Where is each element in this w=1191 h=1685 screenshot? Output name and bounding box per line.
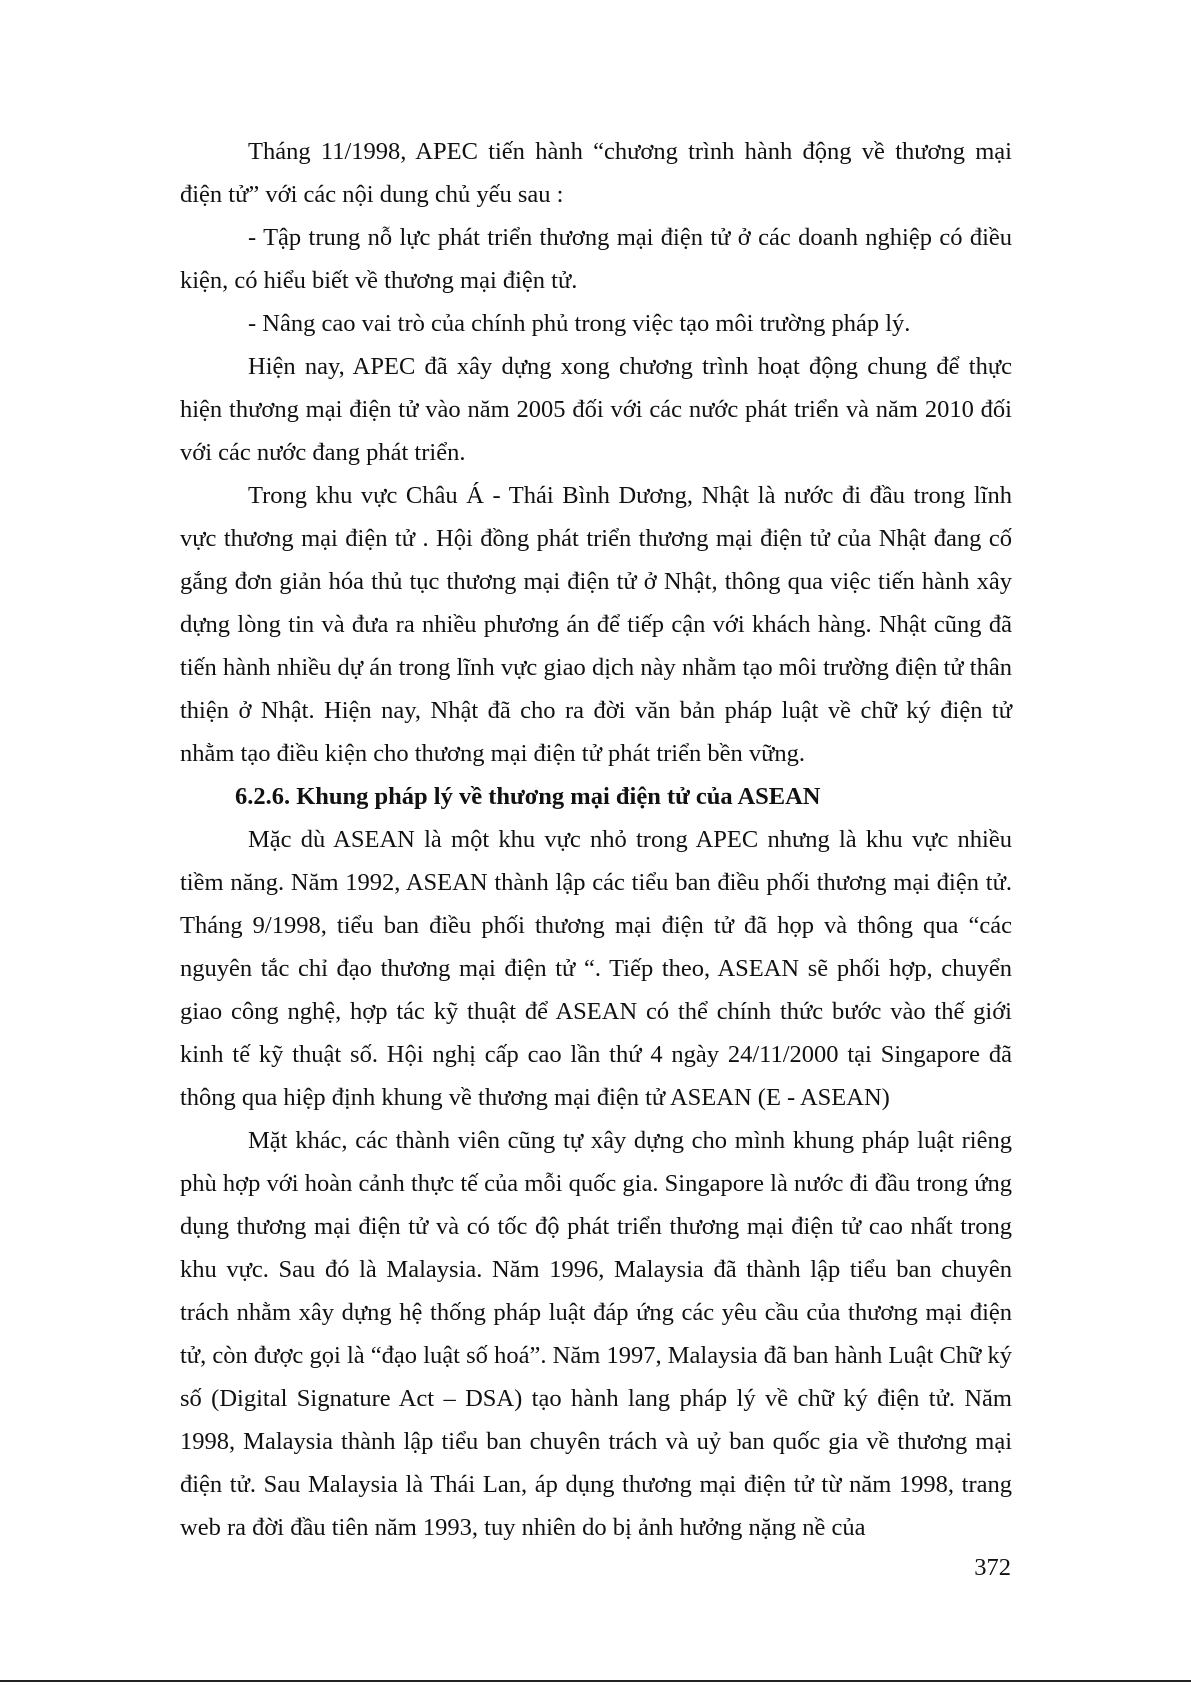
paragraph-apec-program: Tháng 11/1998, APEC tiến hành “chương trình hành động về thương mại điện tử” với các nội dung chủ yếu sau : — [180, 138, 1012, 208]
paragraph-asean: Mặc dù ASEAN là một khu vực nhỏ trong APEC nhưng là khu vực nhiều tiềm năng. Năm 1992, ASEAN thành lập các tiểu ban điều phối thương mại điện tử. Tháng 9/1998, tiểu ban điều phối thương mại điện tử đã họp và thông qua “các nguyên tắc chỉ đạo thương mại điện tử “. Tiếp theo, ASEAN sẽ phối hợp, chuyển giao công nghệ, hợp tác kỹ thuật để ASEAN có thể chính thức bước vào thế giới kinh tế kỹ thuật số. Hội nghị cấp cao lần thứ 4 ngày 24/11/2000 tại Singapore đã thông qua hiệp định khung về thương mại điện tử ASEAN (E - ASEAN) — [180, 826, 1012, 1111]
bottom-rule — [0, 1680, 1191, 1682]
page-number: 372 — [974, 1554, 1011, 1581]
paragraph-apec-current: Hiện nay, APEC đã xây dựng xong chương trình hoạt động chung để thực hiện thương mại điện tử vào năm 2005 đối với các nước phát triển và năm 2010 đối với các nước đang phát triển. — [180, 353, 1012, 466]
paragraph-bullet-2: - Nâng cao vai trò của chính phủ trong việc tạo môi trường pháp lý. — [248, 310, 911, 337]
paragraph-members: Mặt khác, các thành viên cũng tự xây dựng cho mình khung pháp luật riêng phù hợp với hoàn cảnh thực tế của mỗi quốc gia. Singapore là nước đi đầu trong ứng dụng thương mại điện tử và có tốc độ phát triển thương mại điện tử cao nhất trong khu vực. Sau đó là Malaysia. Năm 1996, Malaysia đã thành lập tiểu ban chuyên trách nhằm xây dựng hệ thống pháp luật đáp ứng các yêu cầu của thương mại điện tử, còn được gọi là “đạo luật số hoá”. Năm 1997, Malaysia đã ban hành Luật Chữ ký số (Digital Signature Act – DSA) tạo hành lang pháp lý về chữ ký điện tử. Năm 1998, Malaysia thành lập tiểu ban chuyên trách và uỷ ban quốc gia về thương mại điện tử. Sau Malaysia là Thái Lan, áp dụng thương mại điện tử từ năm 1998, trang web ra đời đầu tiên năm 1993, tuy nhiên do bị ảnh hưởng nặng nề của — [180, 1127, 1012, 1541]
paragraph-bullet-1: - Tập trung nỗ lực phát triển thương mại điện tử ở các doanh nghiệp có điều kiện, có hiểu biết về thương mại điện tử. — [180, 224, 1012, 294]
page-body — [180, 130, 1012, 1549]
section-heading: 6.2.6. Khung pháp lý về thương mại điện tử của ASEAN — [235, 783, 821, 810]
paragraph-japan: Trong khu vực Châu Á - Thái Bình Dương, Nhật là nước đi đầu trong lĩnh vực thương mại điện tử . Hội đồng phát triển thương mại điện tử của Nhật đang cố gắng đơn giản hóa thủ tục thương mại điện tử ở Nhật, thông qua việc tiến hành xây dựng lòng tin và đưa ra nhiều phương án để tiếp cận với khách hàng. Nhật cũng đã tiến hành nhiều dự án trong lĩnh vực giao dịch này nhằm tạo môi trường điện tử thân thiện ở Nhật. Hiện nay, Nhật đã cho ra đời văn bản pháp luật về chữ ký điện tử nhằm tạo điều kiện cho thương mại điện tử phát triển bền vững. — [180, 482, 1012, 767]
